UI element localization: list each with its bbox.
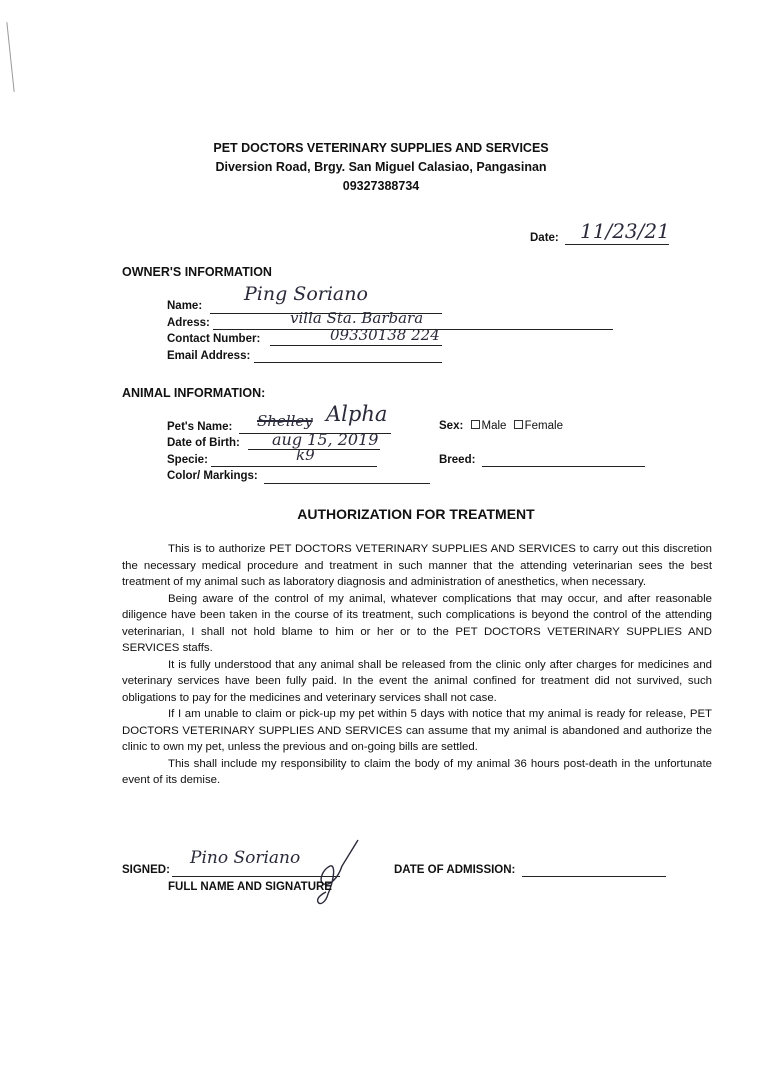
color-markings-label: Color/ Markings: (167, 470, 258, 482)
pet-name-label: Pet's Name: (167, 421, 233, 433)
authorization-paragraph: This shall include my responsibility to claim the body of my animal 36 hours post-death in the unfortunate event of its demise. (122, 757, 712, 786)
owner-contact-value: 09330138 224 (330, 326, 440, 344)
owner-contact-line (270, 345, 442, 346)
authorization-title: AUTHORIZATION FOR TREATMENT (297, 506, 535, 522)
company-name: PET DOCTORS VETERINARY SUPPLIES AND SERVICES (213, 141, 549, 155)
admission-date-line (522, 876, 666, 877)
authorization-body (122, 541, 712, 789)
company-phone: 09327388734 (342, 179, 420, 193)
sex-label: Sex: (439, 420, 464, 432)
owner-address-label: Adress: (167, 317, 210, 329)
authorization-paragraph: Being aware of the control of my animal, whatever complications that may occur, and after reasonable diligence have been taken in the course of its treatment, such complications is beyond the control of the attending veterinarian, I shall not hold blame to him or her or to the PET DOCTORS VETERINARY SUPPLIES AND SERVICES staffs. (122, 592, 712, 654)
pet-name-struck: Shelley (257, 412, 313, 430)
scan-edge-mark (6, 22, 14, 92)
owner-contact-label: Contact Number: (167, 333, 261, 345)
sex-field (439, 420, 563, 432)
color-markings-line (264, 483, 430, 484)
authorization-paragraph: This is to authorize PET DOCTORS VETERINARY SUPPLIES AND SERVICES to carry out this discretion the necessary medical procedure and treatment in such manner that the attending veterinarian sees the best treatment of my animal such as laboratory diagnosis and administration of anesthetics, when necessary. (122, 543, 712, 588)
animal-section-title: ANIMAL INFORMATION: (122, 386, 266, 400)
breed-line (482, 466, 645, 467)
male-checkbox[interactable] (471, 420, 480, 429)
authorization-paragraph: It is fully understood that any animal shall be released from the clinic only after charges for medicines and veterinary services have been fully paid. In the event the animal confined for treatment did not survived, such obligations to pay for the medicines and veterinary services shall not case. (122, 658, 712, 704)
specie-line (211, 466, 377, 467)
date-label: Date: (530, 232, 559, 244)
breed-label: Breed: (439, 454, 476, 466)
admission-date-label: DATE OF ADMISSION: (394, 864, 516, 876)
date-value: 11/23/21 (580, 219, 670, 243)
company-address: Diversion Road, Brgy. San Miguel Calasiao, Pangasinan (215, 160, 547, 174)
owner-name-value: Ping Soriano (244, 283, 368, 305)
signed-label: SIGNED: (122, 864, 170, 876)
male-option-label: Male (481, 420, 507, 432)
authorization-paragraph: If I am unable to claim or pick-up my pet within 5 days with notice that my animal is ready for release, PET DOCTORS VETERINARY SUPPLIES AND SERVICES can assume that my animal is abandoned and authorize the clinic to own my pet, unless the previous and on-going bills are settled. (122, 708, 712, 753)
signature-caption: FULL NAME AND SIGNATURE (168, 881, 332, 893)
female-option-label: Female (524, 420, 563, 432)
signature-scribble (300, 836, 370, 908)
owner-address-value: villa Sta. Barbara (290, 309, 424, 327)
owner-email-label: Email Address: (167, 350, 251, 362)
dob-label: Date of Birth: (167, 437, 240, 449)
dob-value: aug 15, 2019 (272, 430, 379, 449)
specie-value: k9 (296, 446, 315, 464)
female-checkbox[interactable] (514, 420, 523, 429)
signature-value: Pino Soriano (190, 848, 301, 868)
specie-label: Specie: (167, 454, 208, 466)
pet-name-value: Alpha (326, 402, 388, 426)
owner-email-line (254, 362, 442, 363)
date-line (565, 244, 669, 245)
owner-section-title: OWNER'S INFORMATION (122, 265, 272, 279)
owner-name-label: Name: (167, 300, 203, 312)
